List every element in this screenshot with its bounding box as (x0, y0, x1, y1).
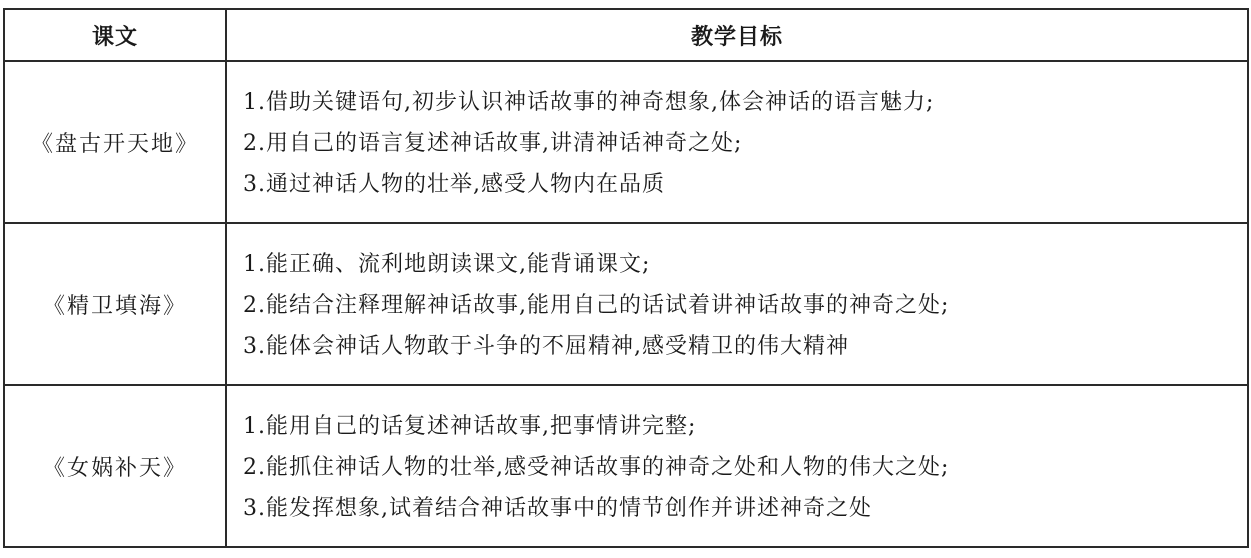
table-row (4, 385, 1248, 547)
goal-item: 3.能发挥想象,试着结合神话故事中的情节创作并讲述神奇之处 (243, 495, 872, 521)
goal-item: 3.能体会神话人物敢于斗争的不屈精神,感受精卫的伟大精神 (243, 333, 849, 359)
goal-item: 2.用自己的语言复述神话故事,讲清神话神奇之处; (243, 130, 743, 156)
table-row (4, 223, 1248, 385)
teaching-goals-table (3, 8, 1249, 548)
header-goals: 教学目标 (226, 9, 1248, 61)
lesson-title: 《女娲补天》 (4, 385, 226, 547)
table-row (4, 61, 1248, 223)
goal-item: 1.借助关键语句,初步认识神话故事的神奇想象,体会神话的语言魅力; (243, 89, 935, 115)
goal-item: 1.能正确、流利地朗读课文,能背诵课文; (243, 251, 651, 277)
goals-cell (226, 61, 1248, 223)
goal-item: 2.能结合注释理解神话故事,能用自己的话试着讲神话故事的神奇之处; (243, 292, 950, 318)
goal-item: 2.能抓住神话人物的壮举,感受神话故事的神奇之处和人物的伟大之处; (243, 454, 950, 480)
goals-cell (226, 223, 1248, 385)
goal-item: 1.能用自己的话复述神话故事,把事情讲完整; (243, 413, 697, 439)
lesson-title: 《盘古开天地》 (4, 61, 226, 223)
goal-item: 3.通过神话人物的壮举,感受人物内在品质 (243, 171, 665, 197)
table-header-row (4, 9, 1248, 61)
goals-cell (226, 385, 1248, 547)
lesson-title: 《精卫填海》 (4, 223, 226, 385)
header-lesson: 课文 (4, 9, 226, 61)
